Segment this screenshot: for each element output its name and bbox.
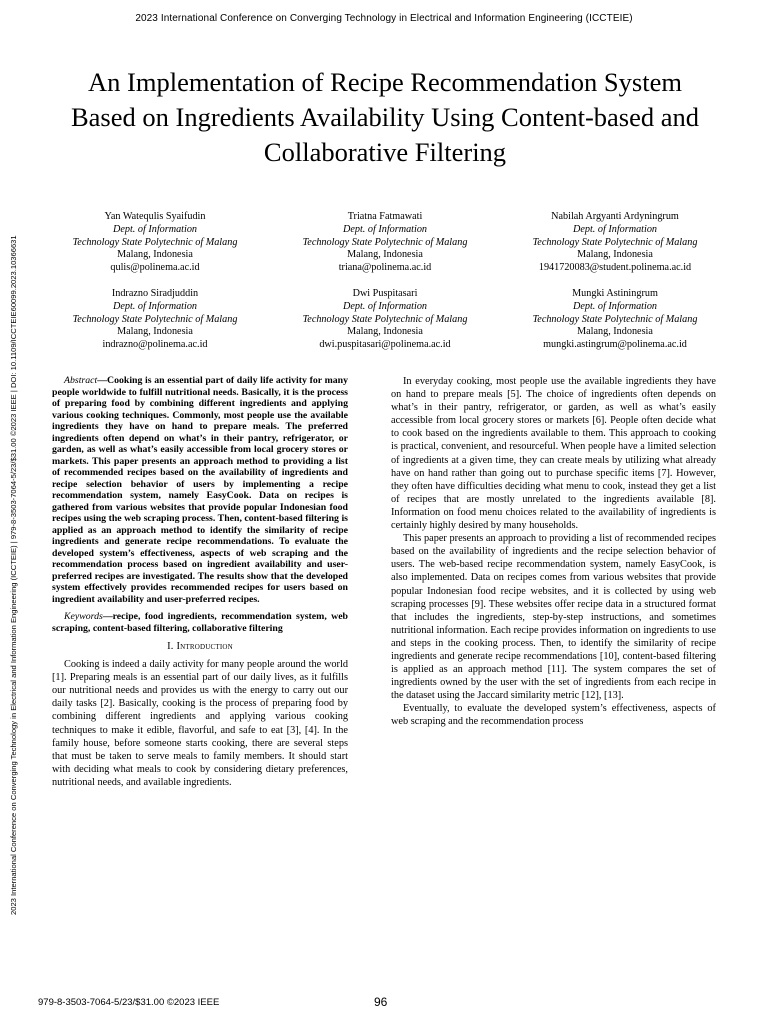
author-institution: Technology State Polytechnic of Malang: [72, 313, 238, 325]
author-institution: Technology State Polytechnic of Malang: [532, 236, 698, 248]
author-card: [40, 211, 270, 275]
author-location: Malang, Indonesia: [347, 326, 423, 338]
abstract: [52, 375, 348, 605]
author-block: [40, 211, 730, 365]
keywords-text: —recipe, food ingredients, recommendation system, web scraping, content-based filtering, collaborative filtering: [52, 611, 348, 634]
author-name: Mungki Astiningrum: [572, 287, 658, 299]
author-email: indrazno@polinema.ac.id: [102, 339, 208, 351]
author-email: mungki.astingrum@polinema.ac.id: [543, 339, 687, 351]
author-location: Malang, Indonesia: [117, 249, 193, 261]
author-email: dwi.puspitasari@polinema.ac.id: [319, 339, 451, 351]
author-dept: Dept. of Information: [572, 223, 658, 235]
author-dept: Dept. of Information: [342, 223, 428, 235]
author-dept: Dept. of Information: [342, 300, 428, 312]
conference-header: 2023 International Conference on Converging Technology in Electrical and Information Engineering (ICCTEIE): [135, 13, 633, 24]
author-card: [40, 288, 270, 352]
author-location: Malang, Indonesia: [117, 326, 193, 338]
author-row: [40, 211, 730, 275]
author-dept: Dept. of Information: [112, 300, 198, 312]
author-email: 1941720083@student.polinema.ac.id: [538, 262, 692, 274]
author-card: [500, 211, 730, 275]
author-institution: Technology State Polytechnic of Malang: [532, 313, 698, 325]
author-card: [270, 211, 500, 275]
paragraph: Eventually, to evaluate the developed system’s effectiveness, aspects of web scraping and the recommendation process: [391, 703, 716, 728]
author-name: Dwi Puspitasari: [352, 287, 418, 299]
author-name: Nabilah Argyanti Ardyningrum: [551, 211, 679, 222]
footer-copyright: 979-8-3503-7064-5/23/$31.00 ©2023 IEEE: [38, 997, 220, 1008]
abstract-text: —Cooking is an essential part of daily life activity for many people worldwide to fulfill nutritional needs. Basically, it is the process of preparing food by combining different ingredients and applying various cooking techniques. Commonly, most people use the available ingredients they have on hand to prepare meals. The preferred ingredients often depend on what’s in their pantry, refrigerator, or garden, as well as what’s easily accessible from local grocery stores or markets. This paper presents an approach method to providing a list of recommended recipes based on the availability of ingredients and recipe selection behavior of users by implementing a recipe recommendation system, namely EasyCook. Data on recipes is gathered from various websites that provide popular Indonesian food recipes using the web scraping process. Then, content-based filtering is applied as an approach method to identify the similarity of recipe ingredients and generate recipe recommendations. To evaluate the developed system’s effectiveness, aspects of web scraping and the recommendation process based on ingredient availability and user-preferred recipes are investigated. The results show that the developed system effectively provides recommended recipes for users based on ingredient availability and user-preferred recipes.: [52, 375, 348, 605]
author-card: [270, 288, 500, 352]
author-location: Malang, Indonesia: [347, 249, 423, 261]
keywords-label: Keywords: [64, 611, 103, 622]
paragraph: In everyday cooking, most people use the available ingredients they have on hand to prepare meals [5]. The choice of ingredients often depends on what’s in their pantry, refrigerator, or garden, as well as what’s easily accessible from local grocery stores or markets [6]. People often decide what to cook based on the ingredients available to them. This approach to cooking is practical, convenient, and resourceful. When people have a limited selection of ingredients at a given time, they can create meals by utilizing what already have on hand rather than going out to purchase specific items [7]. However, they often have difficulties deciding what menu to cook, instead they get a list of recipes that are mostly unrelated to the ingredients available [8]. Information on food menu choices related to the availability of ingredients is certainly highly desired by many households.: [391, 376, 716, 532]
author-name: Indrazno Siradjuddin: [111, 287, 199, 299]
keywords: [52, 611, 348, 634]
author-institution: Technology State Polytechnic of Malang: [302, 236, 468, 248]
author-name: Triatna Fatmawati: [347, 211, 423, 222]
author-email: triana@polinema.ac.id: [338, 262, 432, 274]
page-number: 96: [374, 995, 388, 1009]
paragraph: This paper presents an approach to providing a list of recommended recipes based on the availability of ingredients and the recipe selection behavior of users. The web-based recipe recommendation system, namely EasyCook, is also implemented. Data on recipes comes from various websites that provide popular Indonesian food recipe websites, and it is collected by using web scraping processes [9]. These websites offer recipe data in a structured format that includes the ingredients, step-by-step instructions, and sometimes nutritional information. Each recipe provides information on ingredients to use and steps in the cooking process. Then, to identify the similarity of recipe ingredients and generate recipe recommendations [10], content-based filtering is applied as an approach method [11]. The system compares the set of ingredients owned by the user with the set of ingredients from each recipe in the dataset using the Jaccard similarity metric [12], [13].: [391, 533, 716, 702]
author-institution: Technology State Polytechnic of Malang: [72, 236, 238, 248]
author-name: Yan Watequlis Syaifudin: [104, 211, 206, 222]
author-row: [40, 288, 730, 352]
left-column: [52, 375, 348, 789]
right-column: [391, 375, 716, 729]
author-institution: Technology State Polytechnic of Malang: [302, 313, 468, 325]
author-dept: Dept. of Information: [112, 223, 198, 235]
author-location: Malang, Indonesia: [577, 249, 653, 261]
abstract-label: Abstract: [64, 375, 98, 386]
paper-title: An Implementation of Recipe Recommendation System Based on Ingredients Availability Using Content-based and Collaborative Filtering: [70, 67, 700, 167]
author-location: Malang, Indonesia: [577, 326, 653, 338]
paragraph: Cooking is indeed a daily activity for many people around the world [1]. Preparing meals is an essential part of our daily lives, as it fulfills our nutritional needs and provides us with the energy to carry out our daily tasks [2]. Basically, cooking is the process of preparing food by combining different ingredients and applying various cooking techniques to make it edible, flavorful, and safe to eat [3], [4]. In the family house, before someone starts cooking, there are several steps that must be taken to serve meals to family members. It should start with deciding what meals to cook by considering dietary preferences, nutritional needs, and available ingredients.: [52, 659, 348, 788]
section-heading: I. Introduction: [167, 641, 233, 652]
side-doi-note: 2023 International Conference on Converging Technology in Electrical and Information Engineering (ICCTEIE) | 979-8-3503-7064-5/23/$31.00 ©2023 IEEE | DOI: 10.1109/ICCTEIE60099.2023.10366631: [9, 235, 18, 915]
author-dept: Dept. of Information: [572, 300, 658, 312]
author-email: qulis@polinema.ac.id: [110, 262, 200, 274]
author-card: [500, 288, 730, 352]
